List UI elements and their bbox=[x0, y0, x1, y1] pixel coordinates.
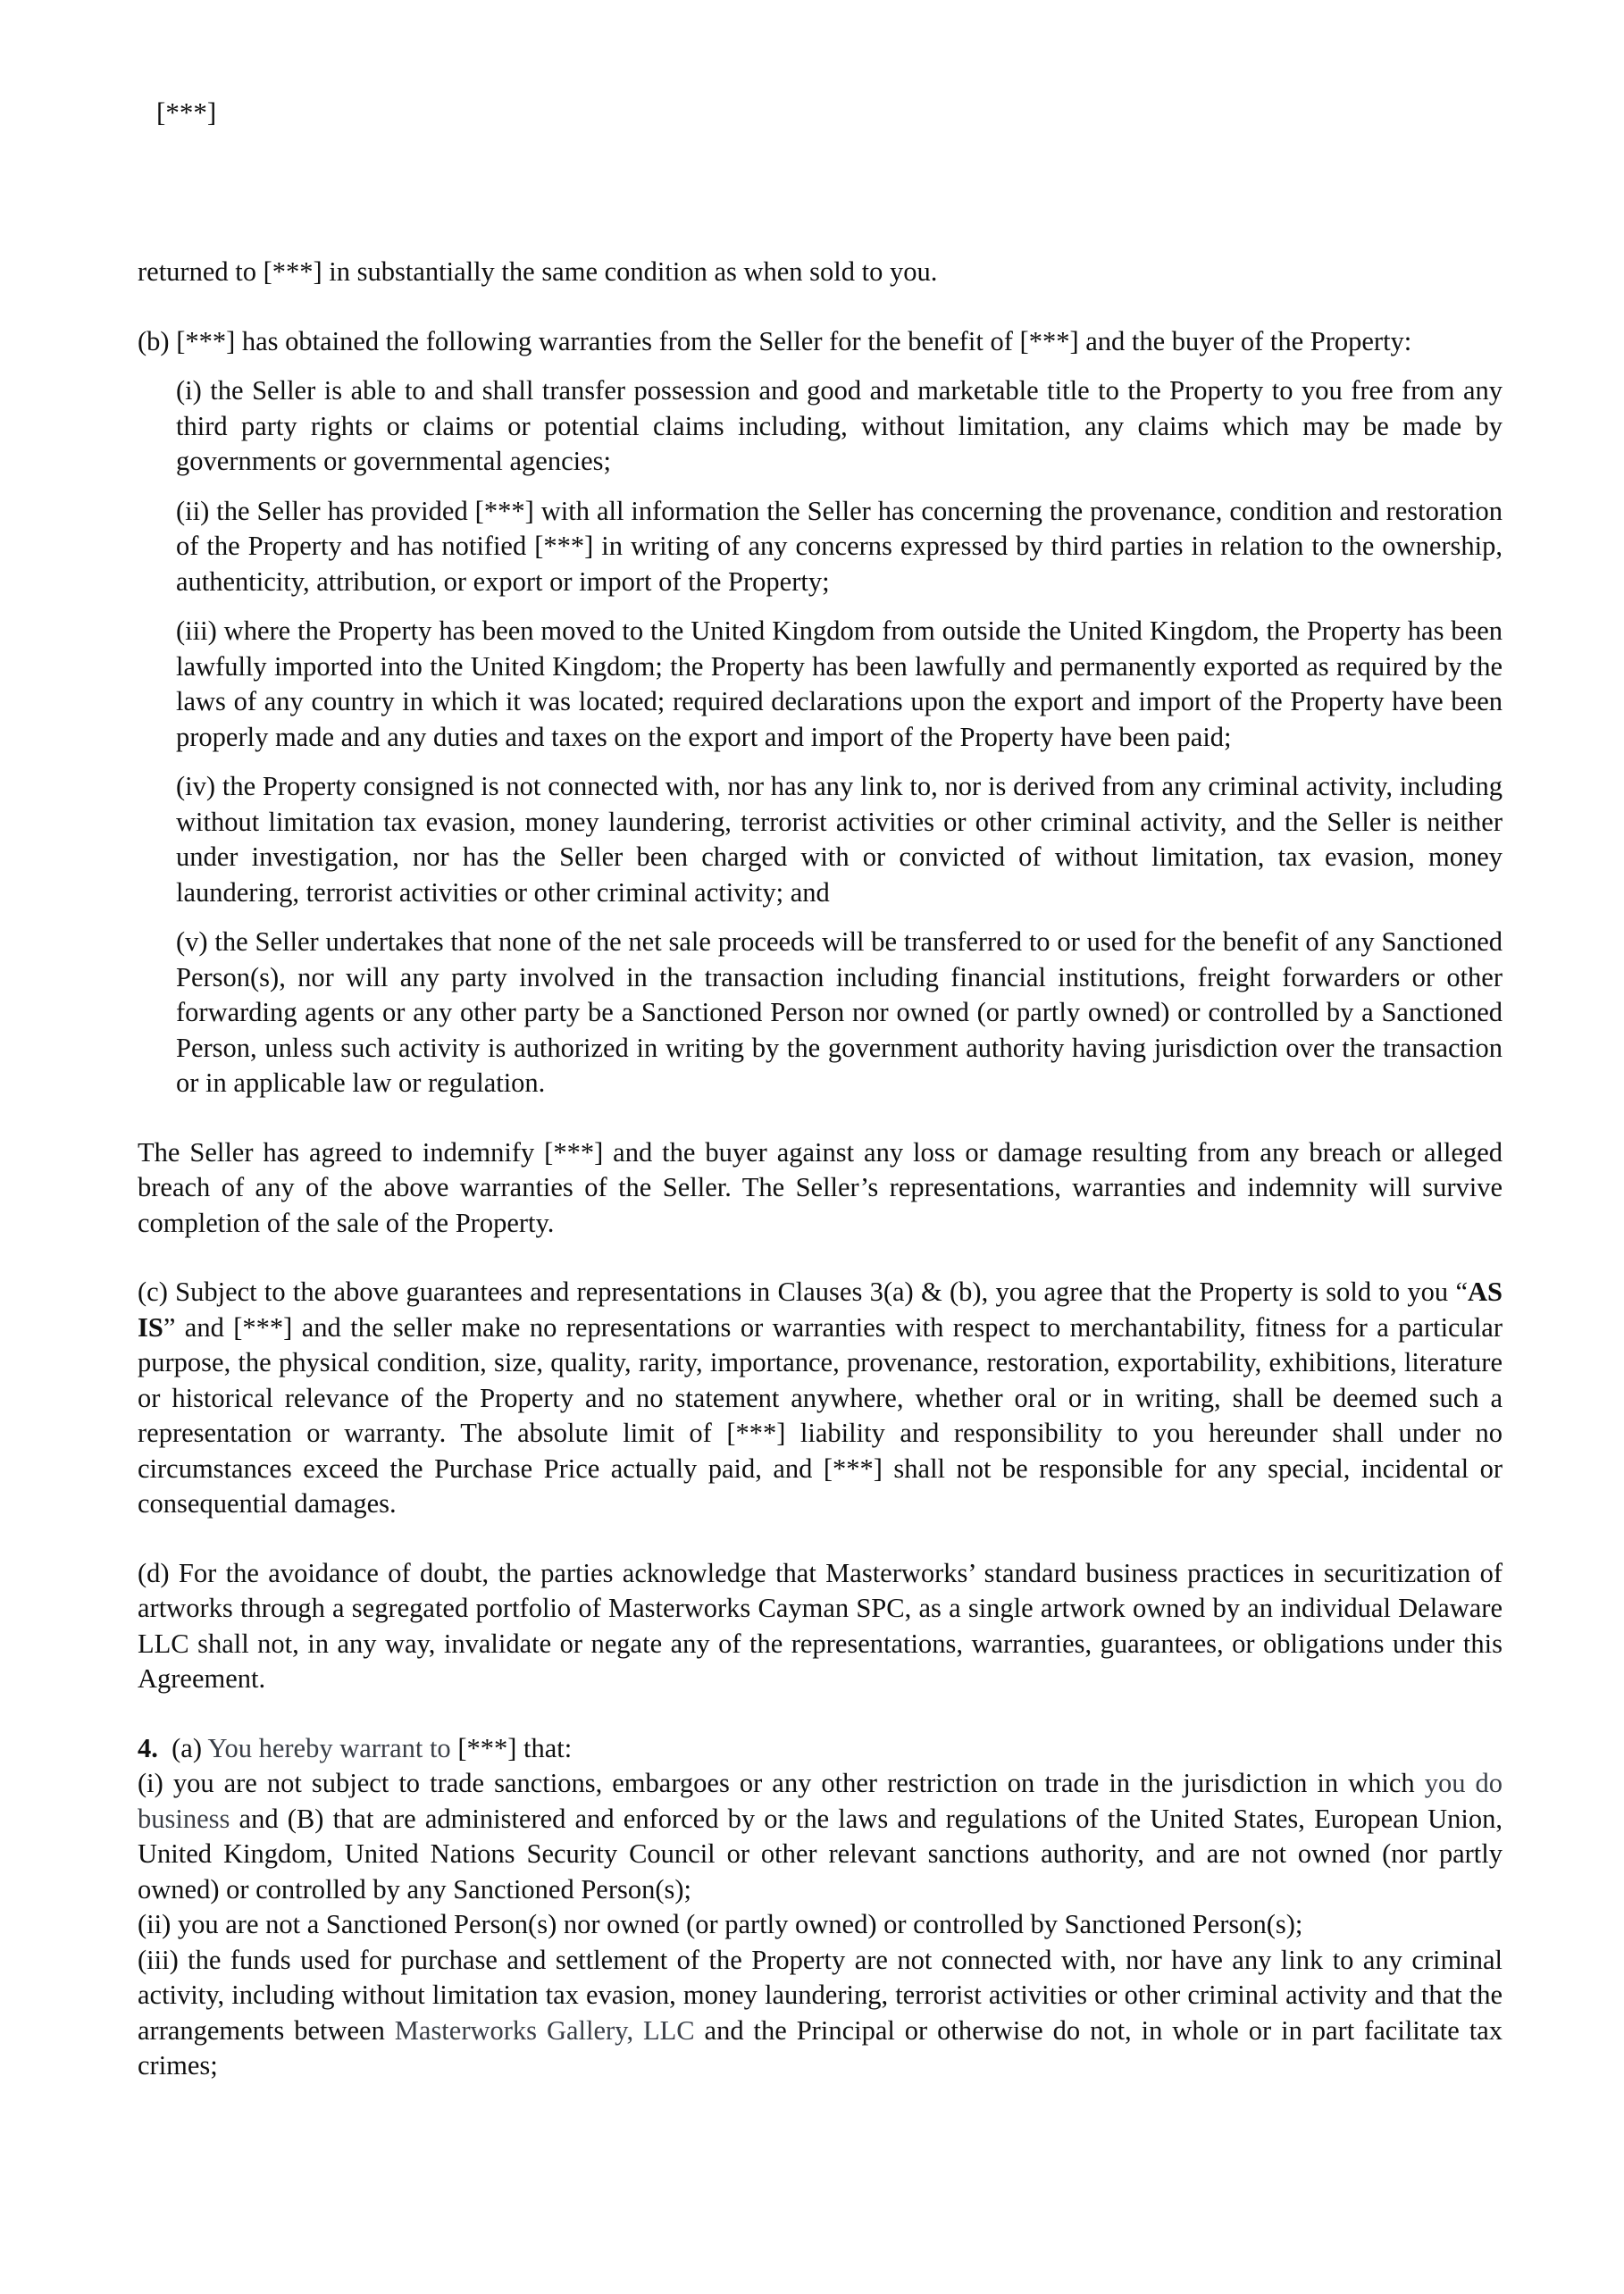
section-4a-ii: (ii) you are not a Sanctioned Person(s) nor owned (or partly owned) or controlled by Sanctioned Person(s); bbox=[138, 1909, 1303, 1939]
paragraph-returned: returned to [***] in substantially the same condition as when sold to you. bbox=[138, 256, 938, 287]
section-4a-heading bbox=[138, 1731, 1503, 1767]
clause-3c-text-pre: (c) Subject to the above guarantees and representations in Clauses 3(a) & (b), you agree that the Property is sold to you “ bbox=[138, 1277, 1468, 1307]
indemnity-paragraph: The Seller has agreed to indemnify [***] and the buyer against any loss or damage resulting from any breach or alleged breach of any of the above warranties of the Seller. The Seller’s representations, warranties and indemnity will survive completion of the sale of the Property. bbox=[138, 1136, 1503, 1238]
section-4a-i-pre: (i) you are not subject to trade sanctions, embargoes or any other restriction on trade in the jurisdiction in which bbox=[138, 1768, 1425, 1798]
as-is-emphasis: AS IS bbox=[138, 1277, 1503, 1343]
clause-3b-v: (v) the Seller undertakes that none of the net sale proceeds will be transferred to or used for the benefit of any Sanctioned Person(s), nor will any party involved in the transaction including financial institutions, freight forwarders or other forwarding agents or any other party be a Sanctioned Person nor owned (or partly owned) or controlled by a Sanctioned Person, unless such activity is authorized in writing by the government authority having jurisdiction over the transaction or in applicable law or regulation. bbox=[176, 926, 1503, 1098]
clause-3b-intro: (b) [***] has obtained the following warranties from the Seller for the benefit of [***] and the buyer of the Property: bbox=[138, 325, 1412, 356]
redacted-header: [***] bbox=[156, 96, 217, 128]
section-4a-rest: [***] that: bbox=[457, 1732, 573, 1763]
clause-3c-text-post: ” and [***] and the seller make no representations or warranties with respect to merchantability, fitness for a particular purpose, the physical condition, size, quality, rarity, importance, provenance, restoration, exportability, exhibitions, literature or historical relevance of the Property and no statement anywhere, whether oral or in writing, shall be deemed such a representation or warranty. The absolute limit of [***] liability and responsibility to you hereunder shall under no circumstances exceed the Purchase Price actually paid, and [***] shall not be responsible for any special, incidental or consequential damages. bbox=[138, 1311, 1503, 1519]
clause-3c bbox=[138, 1275, 1503, 1522]
section-4a-i bbox=[138, 1766, 1503, 1907]
section-4a-label: (a) bbox=[172, 1732, 202, 1763]
section-4 bbox=[138, 1731, 1503, 2084]
section-4a-iii-pre: (iii) the funds used for purchase and settlement of the Property are not connected with, nor have any link to any criminal activity, including without limitation tax evasion, money laundering, terrorist activities or other criminal activity and that the arrangements between bbox=[138, 1944, 1503, 2046]
clause-3b-iii: (iii) where the Property has been moved to the United Kingdom from outside the United Kingdom, the Property has been lawfully imported into the United Kingdom; the Property has been lawfully and permanently exported as required by the laws of any country in which it was located; required declarations upon the export and import of the Property have been properly made and any duties and taxes on the export and import of the Property have been paid; bbox=[176, 615, 1503, 752]
section-4a-gray: You hereby warrant to bbox=[207, 1732, 451, 1763]
section-4a-iii-gray: Masterworks Gallery, LLC bbox=[394, 2014, 695, 2046]
section-4a-iii bbox=[138, 1943, 1503, 2084]
clause-3d: (d) For the avoidance of doubt, the parties acknowledge that Masterworks’ standard business practices in securitization of artworks through a segregated portfolio of Masterworks Cayman SPC, as a single artwork owned by an individual Delaware LLC shall not, in any way, invalidate or negate any of the representations, warranties, guarantees, or obligations under this Agreement. bbox=[138, 1557, 1503, 1694]
clause-3b-iv: (iv) the Property consigned is not connected with, nor has any link to, nor is derived from any criminal activity, including without limitation tax evasion, money laundering, terrorist activities or other criminal activity, and the Seller is neither under investigation, nor has the Seller been charged with or convicted of without limitation, tax evasion, money laundering, terrorist activities or other criminal activity; and bbox=[176, 771, 1503, 908]
clause-3b-ii: (ii) the Seller has provided [***] with all information the Seller has concerning the provenance, condition and restoration of the Property and has notified [***] in writing of any concerns expressed by third parties in relation to the ownership, authenticity, attribution, or export or import of the Property; bbox=[176, 495, 1503, 597]
section-4a-i-post: and (B) that are administered and enforced by or the laws and regulations of the United States, European Union, United Kingdom, United Nations Security Council or other relevant sanctions authority, and are not owned (nor partly owned) or controlled by any Sanctioned Person(s); bbox=[138, 1803, 1503, 1905]
section-number: 4. bbox=[138, 1732, 158, 1763]
section-4a-i-gray: you do business bbox=[138, 1768, 1503, 1834]
clause-3b-i: (i) the Seller is able to and shall transfer possession and good and marketable title to the Property to you free from any third party rights or claims or potential claims including, without limitation, any claims which may be made by governments or governmental agencies; bbox=[176, 375, 1503, 476]
section-4a-iii-post: and the Principal or otherwise do not, in whole or in part facilitate tax crimes; bbox=[138, 2014, 1503, 2081]
document-body bbox=[138, 255, 1503, 2084]
